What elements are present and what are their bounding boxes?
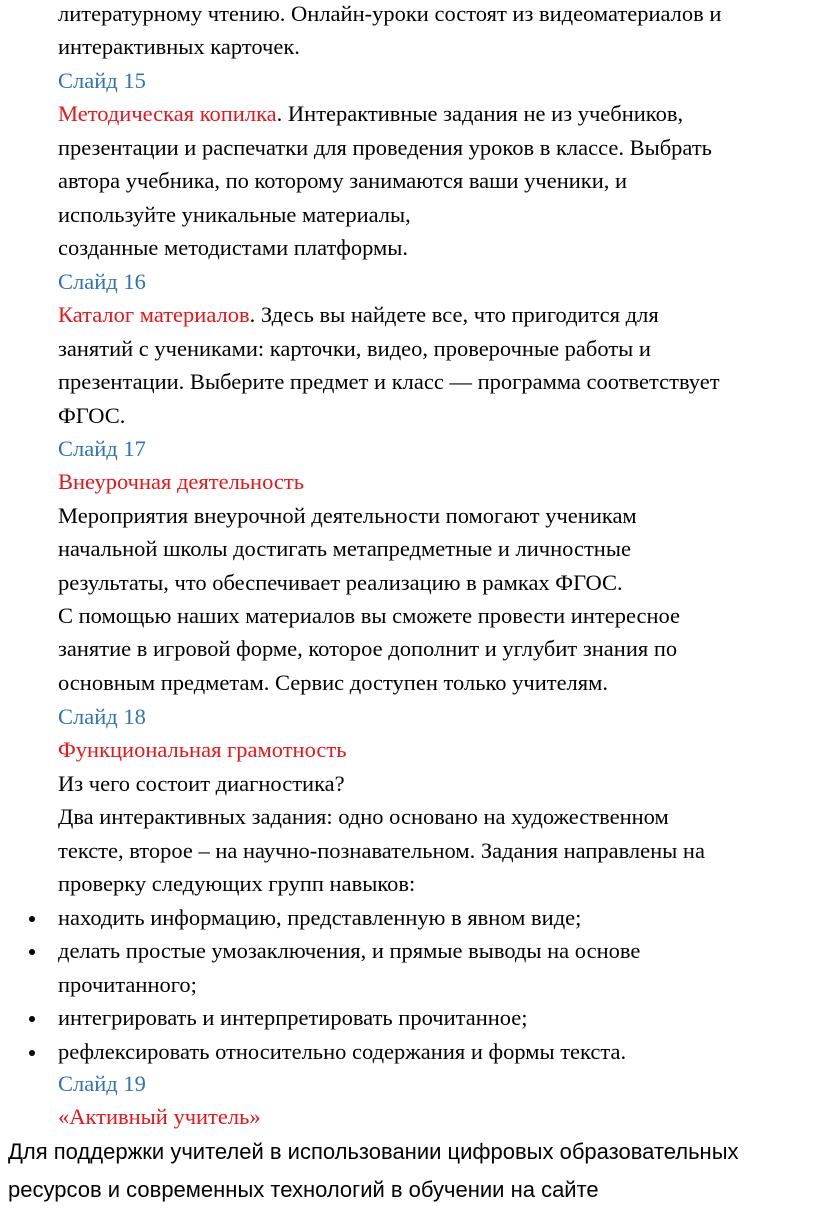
slide-16-section <box>58 265 810 432</box>
bullet-icon <box>29 949 35 955</box>
section-title: Каталог материалов <box>58 302 250 328</box>
text-line: основным предметам. Сервис доступен только учителям. <box>58 669 608 695</box>
slide-18-section <box>58 700 810 900</box>
slide-19-section <box>58 1067 810 1134</box>
text-line: начальной школы достигать метапредметные и личностные <box>58 536 631 562</box>
section-title: «Активный учитель» <box>58 1104 261 1130</box>
text-line: Из чего состоит диагностика? <box>58 770 345 796</box>
slide-heading: Слайд 15 <box>58 68 146 93</box>
text-line: используйте уникальные материалы, <box>58 201 411 227</box>
text-line: занятий с учениками: карточки, видео, проверочные работы и <box>58 335 651 361</box>
text-line: литературному чтению. Онлайн-уроки состоят из видеоматериалов и <box>58 1 722 26</box>
closing-paragraph <box>8 1133 816 1209</box>
slide-15-section <box>58 64 810 264</box>
slide-17-section <box>58 432 810 699</box>
list-item: находить информацию, представленную в явном виде; <box>0 901 816 934</box>
list-item: рефлексировать относительно содержания и формы текста. <box>0 1035 816 1068</box>
text-line: С помощью наших материалов вы сможете провести интересное <box>58 603 681 629</box>
slide-heading: Слайд 16 <box>58 269 146 294</box>
intro-paragraph <box>58 0 810 64</box>
text-line: ресурсов и современных технологий в обучении на сайте <box>8 1177 599 1202</box>
slide-heading: Слайд 19 <box>58 1071 146 1096</box>
slide-heading: Слайд 18 <box>58 704 146 729</box>
list-item: интегрировать и интерпретировать прочитанное; <box>0 1001 816 1034</box>
section-title: Внеурочная деятельность <box>58 469 304 495</box>
text-line: автора учебника, по которому занимаются ваши ученики, и <box>58 168 628 194</box>
text-line: проверку следующих групп навыков: <box>58 871 416 897</box>
section-title: Функциональная грамотность <box>58 737 347 763</box>
text-line: презентации. Выберите предмет и класс — программа соответствует <box>58 369 720 395</box>
text-line: интерактивных карточек. <box>58 34 300 60</box>
skills-bullet-list <box>0 901 816 1068</box>
text-line: Для поддержки учителей в использовании цифровых образовательных <box>8 1139 739 1164</box>
bullet-icon <box>29 1016 35 1022</box>
list-item: делать простые умозаключения, и прямые выводы на основе прочитанного; <box>0 934 816 1001</box>
text-line: презентации и распечатки для проведения уроков в классе. Выбрать <box>58 134 712 160</box>
text-line: Два интерактивных задания: одно основано на художественном <box>58 804 669 830</box>
slide-heading: Слайд 17 <box>58 436 146 461</box>
text-line: . Здесь вы найдете все, что пригодится для <box>249 302 659 328</box>
text-line: ФГОС. <box>58 402 126 428</box>
text-line: Мероприятия внеурочной деятельности помогают ученикам <box>58 502 637 528</box>
text-line: созданные методистами платформы. <box>58 235 409 261</box>
text-line: . Интерактивные задания не из учебников, <box>276 101 684 127</box>
bullet-icon <box>29 1050 35 1056</box>
text-line: занятие в игровой форме, которое дополнит и углубит знания по <box>58 636 678 662</box>
section-title: Методическая копилка <box>58 101 277 127</box>
text-line: результаты, что обеспечивает реализацию в рамках ФГОС. <box>58 569 623 595</box>
bullet-icon <box>29 916 35 922</box>
text-line: тексте, второе – на научно-познавательном. Задания направлены на <box>58 837 705 863</box>
